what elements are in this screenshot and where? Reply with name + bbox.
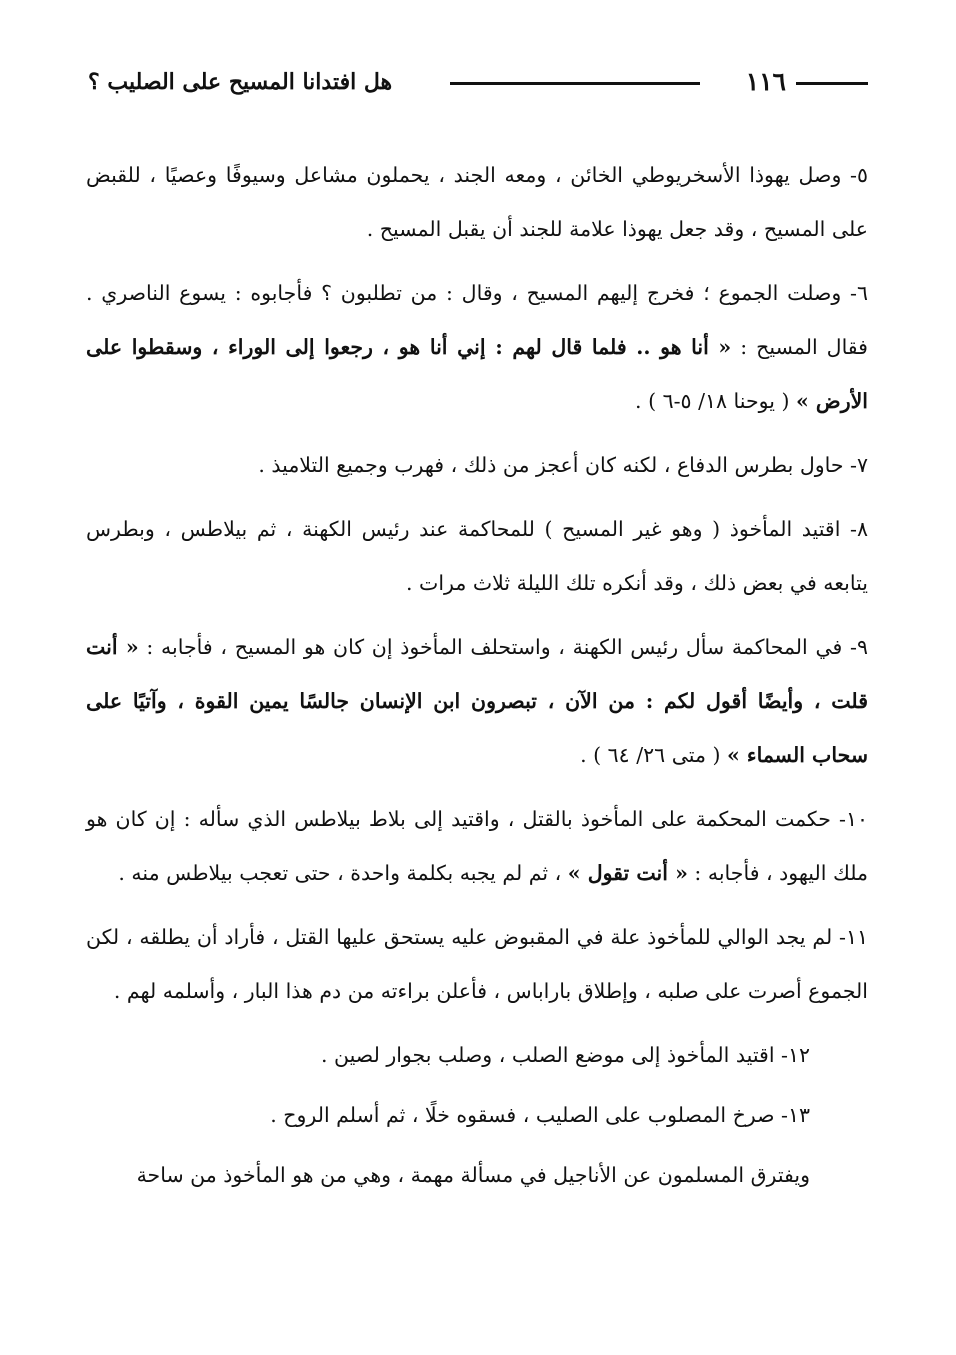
quoted-text: « أنت تقول » [567, 861, 688, 885]
header-rule-right [796, 82, 868, 85]
paragraph [86, 910, 868, 1018]
paragraph-text: ٧- حاول بطرس الدفاع ، لكنه كان أعجز من ذلك ، فهرب وجميع التلاميذ . [258, 453, 868, 477]
quoted-text: « أنت قلت ، وأيضًا أقول لكم : من الآن ، تبصرون ابن الإنسان جالسًا يمين القوة ، وآتيًا على سحاب السماء » [86, 635, 868, 767]
paragraph [86, 148, 868, 256]
page-body [86, 148, 868, 1208]
paragraph [86, 792, 868, 900]
paragraph [86, 438, 868, 492]
page-header [88, 62, 868, 102]
paragraph [86, 502, 868, 610]
paragraph [86, 266, 868, 428]
page-number: ١١٦ [745, 67, 786, 96]
paragraph-text: ١٠- حكمت المحكمة على المأخوذ بالقتل ، واقتيد إلى بلاط بيلاطس الذي سأله : إن كان هو ملك اليهود ، فأجابه : [86, 807, 868, 885]
paragraph-text: ( متى ٢٦/ ٦٤ ) . [580, 743, 727, 767]
paragraph-text: ١٣- صرخ المصلوب على الصليب ، فسقوه خلًا ، ثم أسلم الروح . [270, 1103, 810, 1127]
paragraph-text: ٩- في المحاكمة سأل رئيس الكهنة ، واستحلف المأخوذ إن كان هو المسيح ، فأجابه : [138, 635, 868, 659]
paragraph-text: ، ثم لم يجبه بكلمة واحدة ، حتى تعجب بيلاطس منه . [118, 861, 568, 885]
paragraph-text: ٦- وصلت الجموع ؛ فخرج إليهم المسيح ، وقال : من تطلبون ؟ فأجابوه : يسوع الناصري . فقال المسيح : [86, 281, 868, 359]
paragraph [86, 1148, 868, 1202]
paragraph-text: ٨- اقتيد المأخوذ ( وهو غير المسيح ) للمحاكمة عند رئيس الكهنة ، ثم بيلاطس ، وبطرس يتابعه في بعض ذلك ، وقد أنكره تلك الليلة ثلاث مرات . [86, 517, 868, 595]
quoted-text: « أنا هو .. فلما قال لهم : إني أنا هو ، رجعوا إلى الوراء ، وسقطوا على الأرض » [86, 335, 868, 413]
paragraph-text: ١١- لم يجد الوالي للمأخوذ علة في المقبوض عليه يستحق عليها القتل ، فأراد أن يطلقه ، لكن الجموع أصرت على صلبه ، وإطلاق باراباس ، فأعلن براءته من دم هذا البار ، وأسلمه لهم . [86, 925, 868, 1003]
header-rule-middle [450, 82, 700, 85]
paragraph-text: ١٢- اقتيد المأخوذ إلى موضع الصلب ، وصلب بجوار لصين . [320, 1043, 810, 1067]
running-title: هل افتدانا المسيح على الصليب ؟ [88, 69, 393, 95]
paragraph-text: ويفترق المسلمون عن الأناجيل في مسألة مهمة ، وهي من هو المأخوذ من ساحة [136, 1163, 810, 1187]
paragraph-text: ٥- وصل يهوذا الأسخريوطي الخائن ، ومعه الجند ، يحملون مشاعل وسيوفًا وعصيًا ، للقبض على المسيح ، وقد جعل يهوذا علامة للجند أن يقبل المسيح . [86, 163, 868, 241]
paragraph [86, 1088, 868, 1142]
paragraph [86, 1028, 868, 1082]
paragraph [86, 620, 868, 782]
paragraph-text: ( يوحنا ١٨/ ٥-٦ ) . [635, 389, 796, 413]
